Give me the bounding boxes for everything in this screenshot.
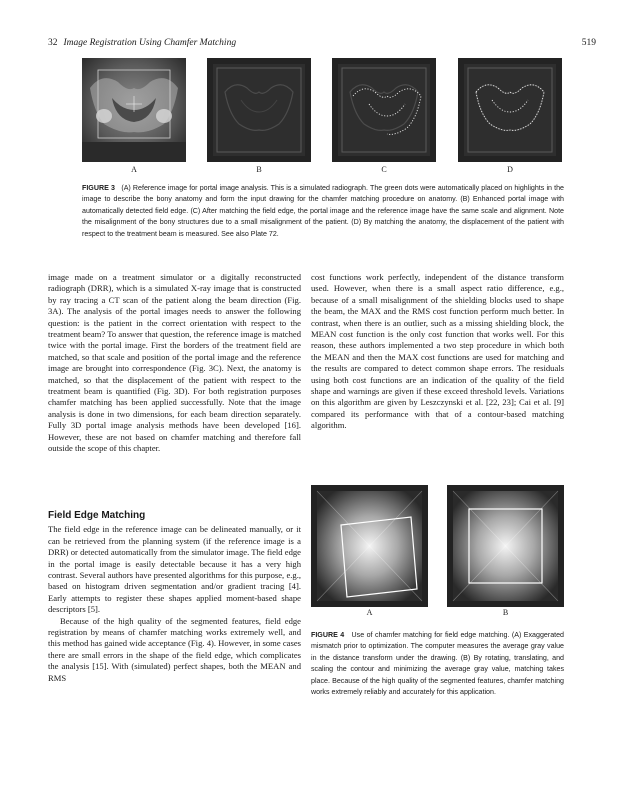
body-paragraph: Because of the high quality of the segmented features, field edge registration by means of chamfer matching works extremely well, and this method has gained wide acceptance (Fig. 4). However, in some cases there are small errors in the shape of the field edge, which complicates the analysis [15]. With (simulated) perfect shapes, both the MEAN and RMS xyxy=(48,615,301,683)
figure-3-caption-label: FIGURE 3 xyxy=(82,184,115,192)
figure-3-label-c: C xyxy=(381,165,387,174)
figure-4 xyxy=(311,485,564,607)
figure-3-label-a: A xyxy=(131,165,137,174)
figure-3-panel-d-image xyxy=(458,58,562,162)
chapter-number: 32 xyxy=(48,38,58,48)
chapter-title: Image Registration Using Chamfer Matching xyxy=(63,38,237,48)
right-column-para-1 xyxy=(311,272,564,432)
running-header xyxy=(48,38,596,52)
left-column-para-1 xyxy=(48,272,301,455)
page-number: 519 xyxy=(581,38,596,48)
figure-3-panel-c-image xyxy=(332,58,436,162)
body-paragraph: The field edge in the reference image can be delineated manually, or it can be retrieved from the planning system (if the reference image is a DRR) or detected automatically from the simulator image. The field edge in the portal image is easily detectable because it has a very high contrast. Several authors have presented algorithms for this purpose, e.g., based on histogram driven segmentation and/or gradient tracing [4]. Early attempts to register these shapes applied moment-based shape descriptors [5]. xyxy=(48,524,301,615)
figure-3-label-d: D xyxy=(507,165,513,174)
section-heading: Field Edge Matching xyxy=(48,510,146,521)
figure-4-panel-a-image xyxy=(311,485,428,607)
body-paragraph: cost functions work perfectly, independent of the distance transform used. However, when there is a small aspect ratio difference, e.g., because of a small misalignment of the shielding blocks used to shape the beam, the MAX and the RMS cost function perform much better. In contrast, when there is an outlier, such as a missing shielding block, the MEAN cost function is the only cost function that works well. For this reason, these authors implemented a two step procedure in which both the MEAN and then the MAX cost functions are used for matching and the results are compared to detect common shape errors. The residuals using both cost functions are an indication of the quality of the field shape and warnings are given if these exceed threshold levels. Variations on this algorithm are given by Leszczynski et al. [22, 23]; Cai et al. [9] compared its performance with that of a contour-based matching algorithm. xyxy=(311,272,564,431)
figure-4-caption xyxy=(311,630,564,698)
figure-3-label-b: B xyxy=(256,165,262,174)
left-column-section xyxy=(48,510,301,684)
figure-3-caption xyxy=(82,183,564,240)
figure-3-panel-labels xyxy=(82,165,562,177)
figure-3-caption-text: (A) Reference image for portal image analysis. This is a simulated radiograph. The green dots were automatically placed on highlights in the image to describe the bony anatomy and form the input drawing for the chamfer matching procedure on anatomy. (B) Enhanced portal image with automatically detected field edge. (C) After matching the field edge, the portal image and the reference image have the same scale and alignment. Note the misalignment of the bony structures due to a small misalignment of the patient. (D) By matching the anatomy, the displacement of the patient with respect to the treatment beam is measured. See also Plate 72. xyxy=(82,184,564,238)
figure-4-panel-labels xyxy=(311,608,564,620)
figure-4-label-a: A xyxy=(366,608,373,617)
figure-3-panel-b-image xyxy=(207,58,311,162)
figure-4-label-b: B xyxy=(502,608,509,617)
figure-4-caption-label: FIGURE 4 xyxy=(311,631,345,639)
figure-4-caption-text: Use of chamfer matching for field edge matching. (A) Exaggerated mismatch prior to optimization. The computer measures the average gray value in the distance transform under the drawing. (B) By rotating, translating, and scaling the contour and minimizing the average gray value, matching takes place. Because of the high quality of the segmented features, chamfer matching works extremely reliably and accurately for this application. xyxy=(311,631,564,697)
chapter-heading xyxy=(48,38,236,48)
body-paragraph: image made on a treatment simulator or a digitally reconstructed radiograph (DRR), which is a simulated X-ray image that is constructed by ray tracing a CT scan of the patient along the beam direction (Fig. 3A). The analysis of the portal images needs to answer the following question: is the patient in the correct orientation with respect to the treatment beam? To answer that question, the reference image is matched twice with the portal image. First the borders of the treatment field are matched, so that scale and position of the portal image and the reference image are brought into correspondence (Fig. 3C). Next, the anatomy is matched, so that the displacement of the patient with respect to the treatment beam is quantified (Fig. 3D). For both registration purposes chamfer matching has been applied successfully. Note that the image analysis is done in two dimensions, for each beam direction separately. Fully 3D portal image analysis methods have been developed [16]. However, these are not based on chamfer matching and therefore fall outside the scope of this chapter. xyxy=(48,272,301,454)
figure-3 xyxy=(82,58,562,162)
figure-3-panel-a-image xyxy=(82,58,186,162)
figure-4-panel-b-image xyxy=(447,485,564,607)
